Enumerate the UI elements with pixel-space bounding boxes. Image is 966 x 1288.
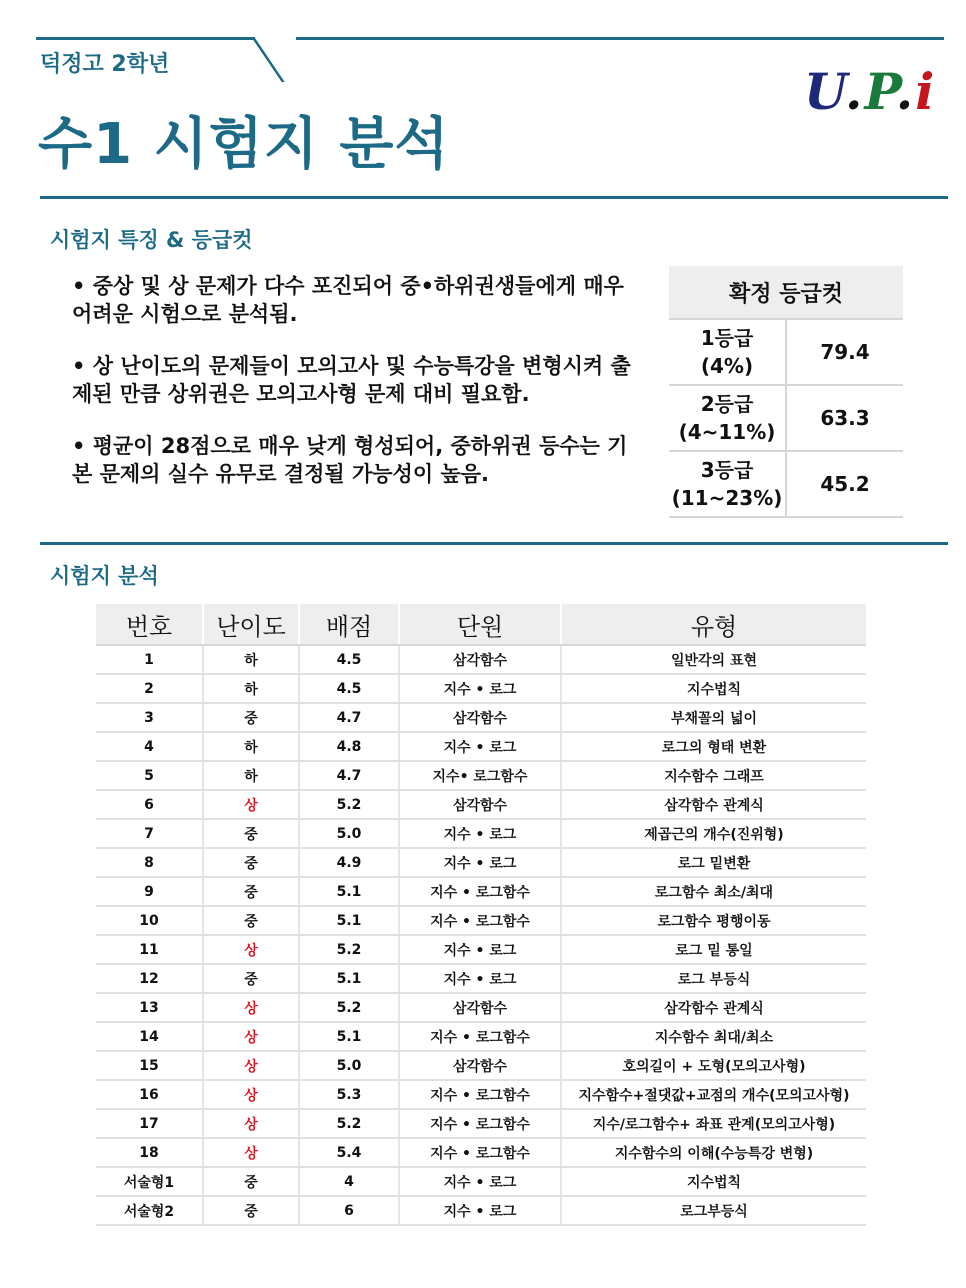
grade-score: 45.2	[786, 451, 903, 517]
cell-unit: 지수 • 로그함수	[399, 906, 561, 935]
table-row	[96, 1080, 866, 1109]
cell-difficulty: 중	[203, 964, 299, 993]
cell-type: 지수법칙	[561, 674, 866, 703]
table-row	[96, 1138, 866, 1167]
header-line-right	[296, 37, 944, 40]
table-row	[96, 674, 866, 703]
cell-points: 5.3	[299, 1080, 399, 1109]
cell-unit: 지수 • 로그함수	[399, 1109, 561, 1138]
cell-points: 6	[299, 1196, 399, 1225]
cell-difficulty: 중	[203, 906, 299, 935]
cell-number: 5	[96, 761, 203, 790]
cell-unit: 삼각함수	[399, 790, 561, 819]
table-row	[96, 790, 866, 819]
cell-unit: 삼각함수	[399, 703, 561, 732]
cell-difficulty: 하	[203, 732, 299, 761]
cell-unit: 지수 • 로그	[399, 1196, 561, 1225]
cell-points: 5.1	[299, 1022, 399, 1051]
cell-number: 12	[96, 964, 203, 993]
feature-bullet: • 중상 및 상 문제가 다수 포진되어 중•하위권생들에게 매우 어려운 시험으로 분석됨.	[72, 274, 624, 326]
grade-cut-row	[669, 451, 903, 517]
cell-points: 5.1	[299, 964, 399, 993]
analysis-header-row	[96, 604, 866, 645]
cell-number: 17	[96, 1109, 203, 1138]
cell-unit: 지수 • 로그	[399, 848, 561, 877]
table-row	[96, 993, 866, 1022]
cell-number: 4	[96, 732, 203, 761]
header-line-slash	[252, 38, 285, 82]
table-row	[96, 703, 866, 732]
grade-label: 2등급	[700, 392, 754, 416]
grade-range: (4%)	[700, 354, 754, 378]
cell-difficulty: 중	[203, 1196, 299, 1225]
divider-middle	[40, 542, 948, 545]
divider-top	[40, 196, 948, 199]
cell-points: 5.1	[299, 877, 399, 906]
logo-dot: .	[895, 62, 916, 121]
cell-difficulty: 하	[203, 645, 299, 674]
logo-dot: .	[845, 62, 865, 121]
cell-type: 호의길이 + 도형(모의고사형)	[561, 1051, 866, 1080]
school-label: 덕정고 2학년	[40, 52, 170, 77]
grade-range: (4~11%)	[678, 420, 776, 444]
cell-points: 5.4	[299, 1138, 399, 1167]
cell-points: 4.7	[299, 703, 399, 732]
logo-i: i	[915, 62, 937, 121]
cell-unit: 삼각함수	[399, 993, 561, 1022]
cell-unit: 삼각함수	[399, 645, 561, 674]
cell-difficulty: 중	[203, 1167, 299, 1196]
cell-type: 로그의 형태 변환	[561, 732, 866, 761]
table-row	[96, 1109, 866, 1138]
cell-points: 5.0	[299, 819, 399, 848]
cell-type: 로그 부등식	[561, 964, 866, 993]
cell-type: 제곱근의 개수(진위형)	[561, 819, 866, 848]
grade-cut-table	[669, 266, 903, 518]
features-text	[72, 272, 632, 512]
cell-unit: 지수 • 로그함수	[399, 877, 561, 906]
cell-type: 지수함수 최대/최소	[561, 1022, 866, 1051]
cell-type: 로그 밑변환	[561, 848, 866, 877]
grade-cell	[669, 451, 786, 517]
features-section-title: 시험지 특징 & 등급컷	[50, 228, 253, 252]
grade-cell	[669, 319, 786, 385]
cell-difficulty: 상	[203, 1022, 299, 1051]
header-line-left	[36, 37, 255, 40]
cell-difficulty: 중	[203, 703, 299, 732]
cell-type: 삼각함수 관계식	[561, 993, 866, 1022]
table-row	[96, 935, 866, 964]
cell-points: 4.5	[299, 674, 399, 703]
cell-points: 4.9	[299, 848, 399, 877]
logo-u: U	[804, 62, 846, 121]
cell-type: 일반각의 표현	[561, 645, 866, 674]
cell-difficulty: 상	[203, 1138, 299, 1167]
cell-type: 로그 밑 통일	[561, 935, 866, 964]
cell-difficulty: 하	[203, 674, 299, 703]
cell-difficulty: 상	[203, 1051, 299, 1080]
cell-number: 11	[96, 935, 203, 964]
cell-points: 5.2	[299, 935, 399, 964]
table-row	[96, 645, 866, 674]
cell-number: 1	[96, 645, 203, 674]
cell-points: 4.7	[299, 761, 399, 790]
cell-number: 2	[96, 674, 203, 703]
grade-label: 3등급	[700, 458, 754, 482]
header-difficulty: 난이도	[203, 604, 299, 645]
table-row	[96, 848, 866, 877]
cell-difficulty: 상	[203, 1080, 299, 1109]
logo-p: P	[864, 62, 896, 121]
cell-points: 4.5	[299, 645, 399, 674]
cell-number: 14	[96, 1022, 203, 1051]
cell-points: 5.2	[299, 993, 399, 1022]
cell-type: 지수함수+절댓값+교점의 개수(모의고사형)	[561, 1080, 866, 1109]
grade-cut-row	[669, 385, 903, 451]
cell-difficulty: 상	[203, 993, 299, 1022]
cell-unit: 지수 • 로그	[399, 819, 561, 848]
cell-points: 4	[299, 1167, 399, 1196]
table-row	[96, 1196, 866, 1225]
cell-number: 18	[96, 1138, 203, 1167]
table-row	[96, 906, 866, 935]
cell-unit: 지수 • 로그함수	[399, 1080, 561, 1109]
cell-number: 8	[96, 848, 203, 877]
cell-type: 지수함수 그래프	[561, 761, 866, 790]
header-points: 배점	[299, 604, 399, 645]
cell-number: 서술형1	[96, 1167, 203, 1196]
cell-type: 지수/로그함수+ 좌표 관계(모의고사형)	[561, 1109, 866, 1138]
cell-type: 로그부등식	[561, 1196, 866, 1225]
grade-cell	[669, 385, 786, 451]
cell-unit: 지수 • 로그	[399, 732, 561, 761]
header-type: 유형	[561, 604, 866, 645]
header-number: 번호	[96, 604, 203, 645]
cell-unit: 지수 • 로그	[399, 935, 561, 964]
analysis-table	[96, 604, 866, 1226]
header-unit: 단원	[399, 604, 561, 645]
cell-number: 서술형2	[96, 1196, 203, 1225]
cell-type: 삼각함수 관계식	[561, 790, 866, 819]
cell-points: 4.8	[299, 732, 399, 761]
cell-number: 7	[96, 819, 203, 848]
cell-unit: 지수 • 로그	[399, 964, 561, 993]
page-title: 수1 시험지 분석	[38, 112, 450, 177]
cell-type: 로그함수 평행이동	[561, 906, 866, 935]
grade-score: 79.4	[786, 319, 903, 385]
cell-number: 3	[96, 703, 203, 732]
cell-unit: 삼각함수	[399, 1051, 561, 1080]
cell-unit: 지수 • 로그	[399, 674, 561, 703]
cell-type: 지수법칙	[561, 1167, 866, 1196]
cell-difficulty: 상	[203, 935, 299, 964]
grade-range: (11~23%)	[671, 486, 783, 510]
cell-type: 지수함수의 이해(수능특강 변형)	[561, 1138, 866, 1167]
cell-type: 부채꼴의 넓이	[561, 703, 866, 732]
cell-number: 16	[96, 1080, 203, 1109]
cell-difficulty: 상	[203, 1109, 299, 1138]
feature-bullet: • 평균이 28점으로 매우 낮게 형성되어, 중하위권 등수는 기본 문제의 실수 유무로 결정될 가능성이 높음.	[72, 434, 628, 486]
table-row	[96, 877, 866, 906]
analysis-section-title: 시험지 분석	[50, 564, 159, 588]
analysis-body	[96, 645, 866, 1225]
grade-cut-row	[669, 319, 903, 385]
cell-number: 9	[96, 877, 203, 906]
table-row	[96, 1022, 866, 1051]
cell-number: 15	[96, 1051, 203, 1080]
cell-difficulty: 하	[203, 761, 299, 790]
table-row	[96, 819, 866, 848]
table-row	[96, 1167, 866, 1196]
cell-number: 10	[96, 906, 203, 935]
table-row	[96, 964, 866, 993]
cell-difficulty: 중	[203, 877, 299, 906]
grade-cut-title: 확정 등급컷	[669, 266, 903, 319]
cell-number: 6	[96, 790, 203, 819]
upi-logo	[804, 62, 936, 121]
cell-points: 5.2	[299, 1109, 399, 1138]
cell-type: 로그함수 최소/최대	[561, 877, 866, 906]
cell-unit: 지수 • 로그함수	[399, 1022, 561, 1051]
cell-points: 5.2	[299, 790, 399, 819]
cell-number: 13	[96, 993, 203, 1022]
cell-points: 5.0	[299, 1051, 399, 1080]
grade-score: 63.3	[786, 385, 903, 451]
grade-label: 1등급	[700, 326, 754, 350]
table-row	[96, 1051, 866, 1080]
cell-points: 5.1	[299, 906, 399, 935]
feature-bullet: • 상 난이도의 문제들이 모의고사 및 수능특강을 변형시켜 출제된 만큼 상위권은 모의고사형 문제 대비 필요함.	[72, 354, 631, 406]
table-row	[96, 732, 866, 761]
cell-difficulty: 중	[203, 819, 299, 848]
cell-difficulty: 중	[203, 848, 299, 877]
table-row	[96, 761, 866, 790]
cell-unit: 지수 • 로그	[399, 1167, 561, 1196]
cell-difficulty: 상	[203, 790, 299, 819]
cell-unit: 지수 • 로그함수	[399, 1138, 561, 1167]
cell-unit: 지수• 로그함수	[399, 761, 561, 790]
